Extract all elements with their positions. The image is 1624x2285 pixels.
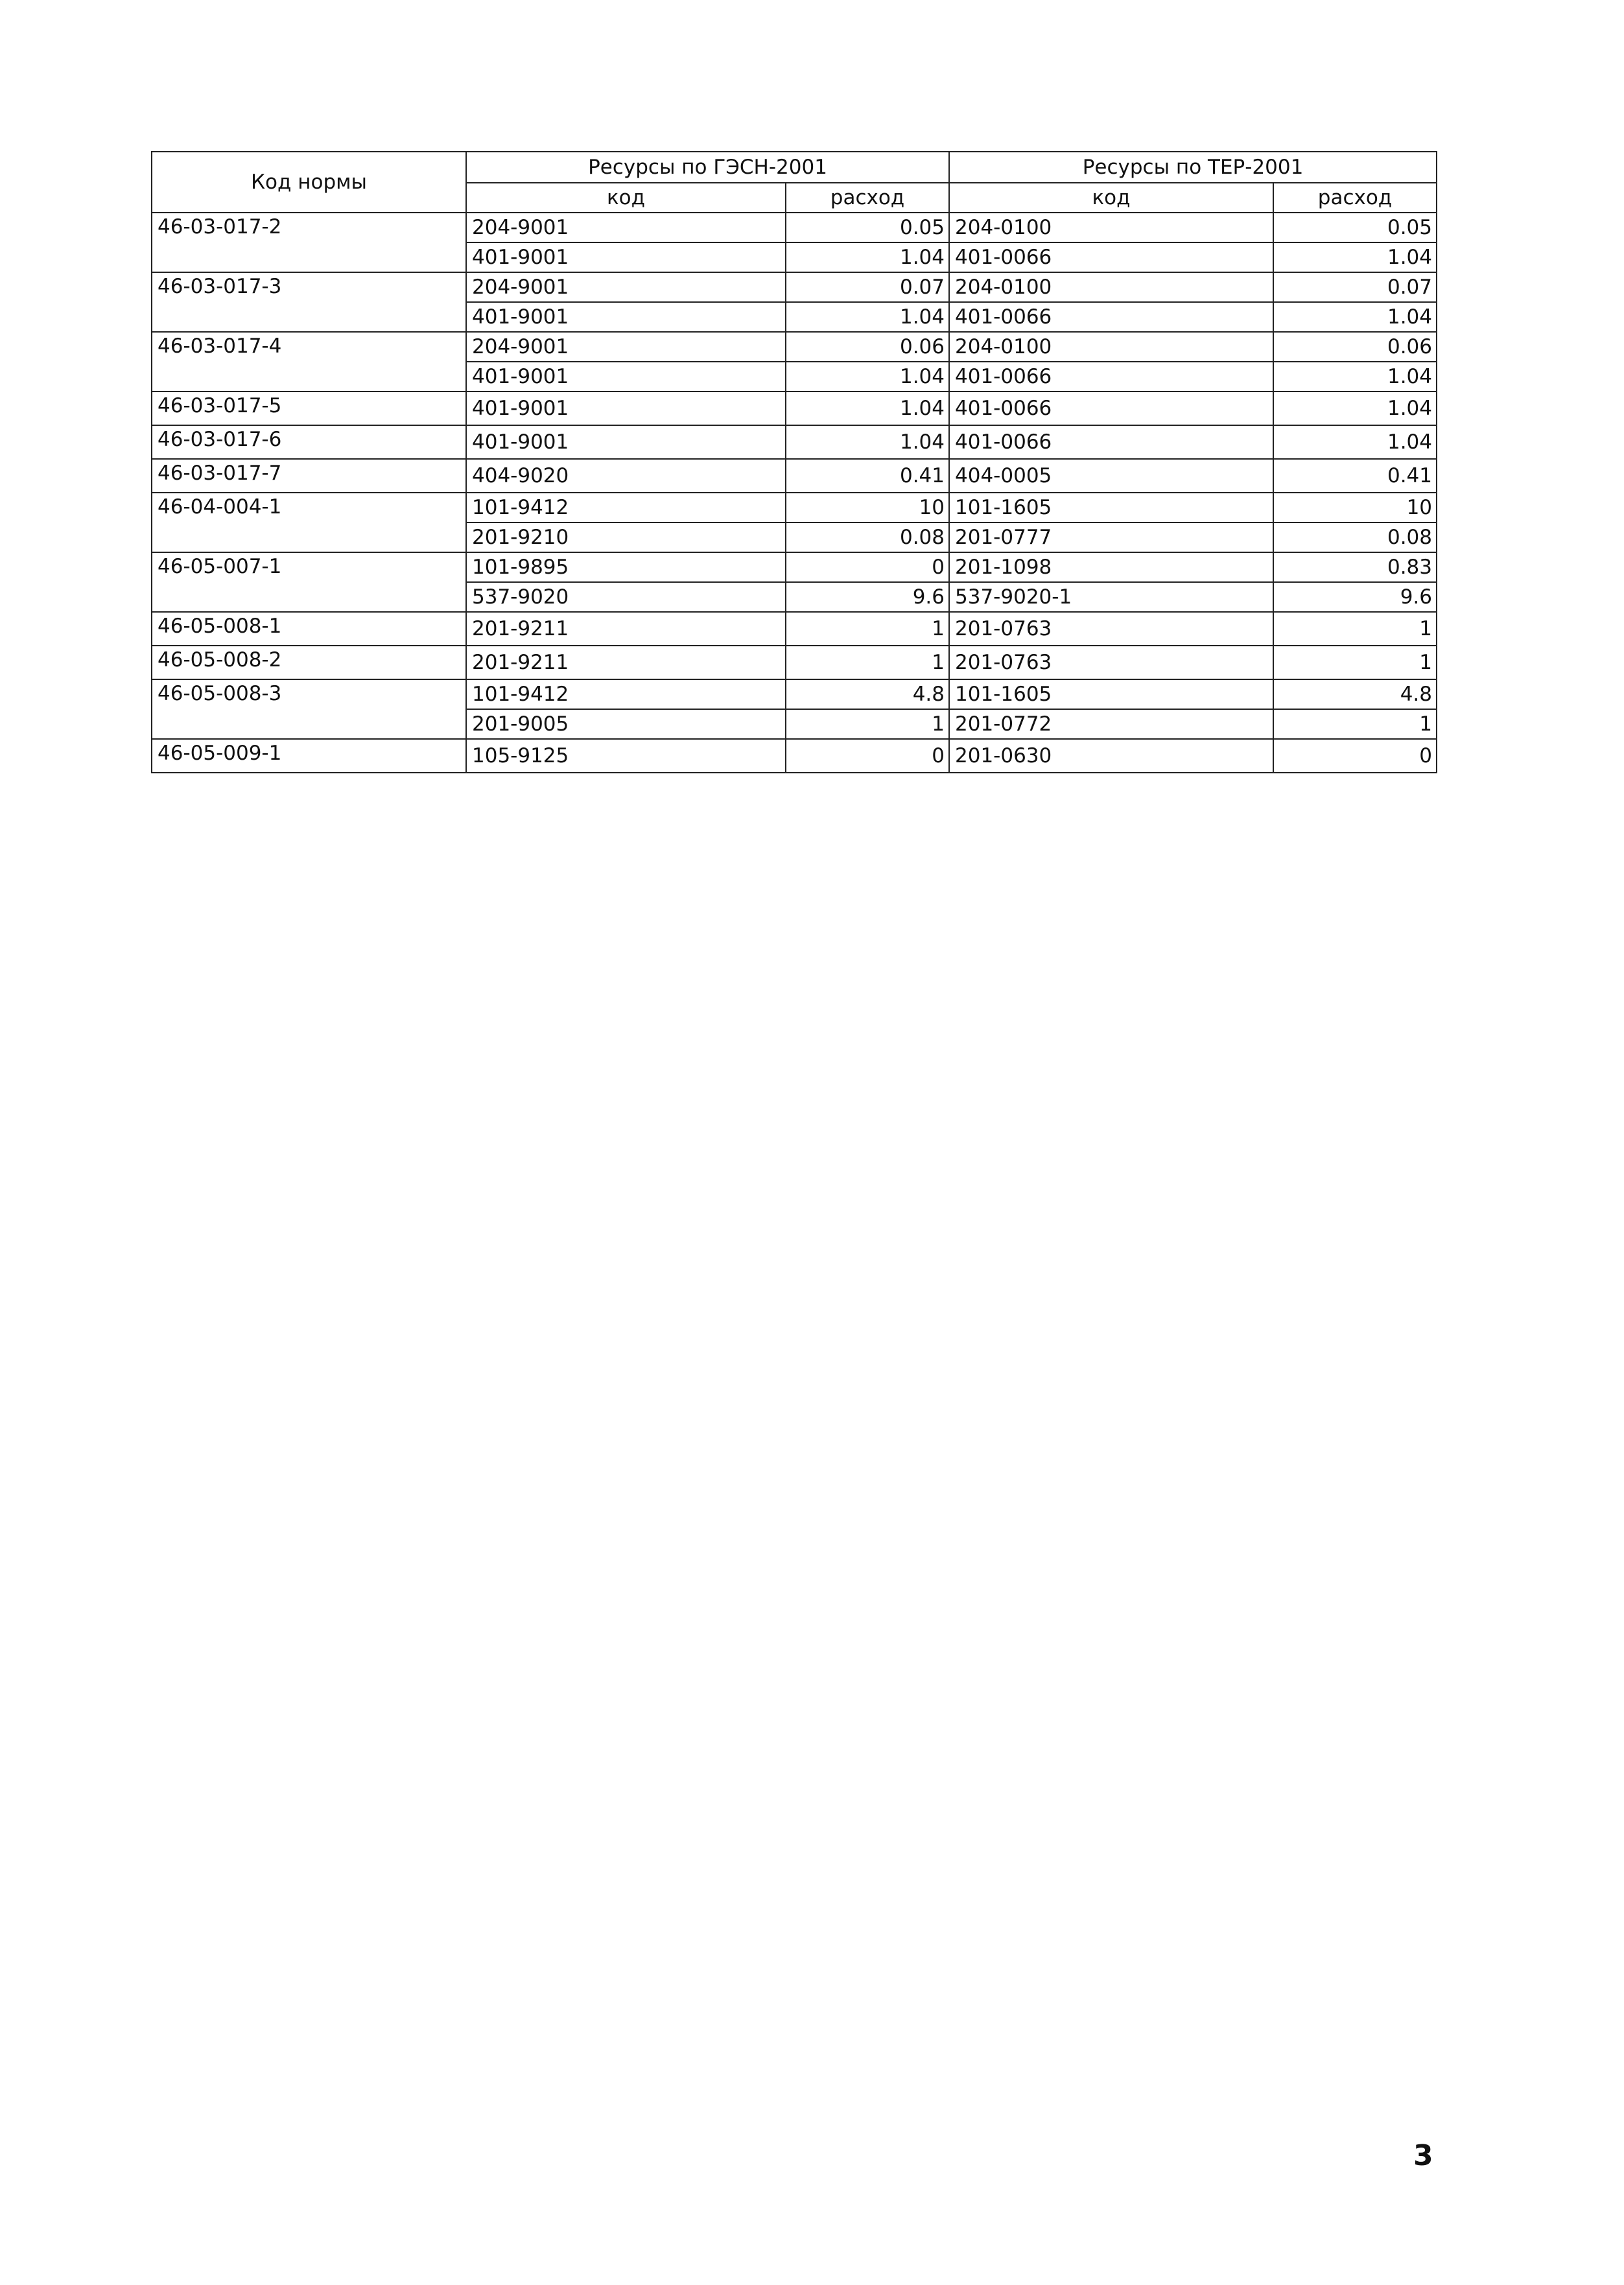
gesn-code-cell: 101-9412 [466, 679, 786, 709]
gesn-consumption-cell: 0.05 [786, 213, 949, 242]
ter-consumption-cell: 1.04 [1273, 362, 1437, 392]
norm-code-cell: 46-03-017-2 [152, 213, 466, 272]
gesn-code-cell: 401-9001 [466, 362, 786, 392]
ter-code-cell: 401-0066 [949, 392, 1273, 425]
table-row [152, 739, 1437, 773]
gesn-consumption-cell: 9.6 [786, 582, 949, 612]
norm-code-cell: 46-05-008-2 [152, 646, 466, 679]
gesn-code-cell: 105-9125 [466, 739, 786, 773]
gesn-code-cell: 201-9211 [466, 612, 786, 646]
gesn-consumption-cell: 0.41 [786, 459, 949, 493]
ter-code-cell: 204-0100 [949, 272, 1273, 302]
table-row [152, 213, 1437, 242]
table-row [152, 332, 1437, 362]
gesn-code-cell: 201-9210 [466, 522, 786, 552]
norm-code-cell: 46-03-017-6 [152, 425, 466, 459]
norm-code-cell: 46-05-009-1 [152, 739, 466, 773]
ter-code-cell: 401-0066 [949, 425, 1273, 459]
gesn-consumption-cell: 1.04 [786, 242, 949, 272]
table-row [152, 679, 1437, 709]
ter-code-cell: 201-0777 [949, 522, 1273, 552]
table-row [152, 646, 1437, 679]
gesn-consumption-cell: 1.04 [786, 302, 949, 332]
table-row [152, 459, 1437, 493]
ter-consumption-cell: 1.04 [1273, 302, 1437, 332]
table-row [152, 493, 1437, 522]
header-ter-code: код [949, 183, 1273, 213]
ter-consumption-cell: 1.04 [1273, 242, 1437, 272]
header-norm-code: Код нормы [152, 152, 466, 213]
table-row [152, 425, 1437, 459]
gesn-code-cell: 204-9001 [466, 332, 786, 362]
ter-consumption-cell: 4.8 [1273, 679, 1437, 709]
header-gesn-code: код [466, 183, 786, 213]
ter-code-cell: 101-1605 [949, 493, 1273, 522]
ter-code-cell: 201-1098 [949, 552, 1273, 582]
header-ter-group: Ресурсы по ТЕР-2001 [949, 152, 1437, 183]
gesn-code-cell: 401-9001 [466, 392, 786, 425]
header-ter-consumption: расход [1273, 183, 1437, 213]
page-number: 3 [1413, 2139, 1433, 2172]
gesn-consumption-cell: 1.04 [786, 362, 949, 392]
resources-table [151, 151, 1437, 773]
ter-code-cell: 401-0066 [949, 242, 1273, 272]
ter-consumption-cell: 0 [1273, 739, 1437, 773]
ter-consumption-cell: 0.83 [1273, 552, 1437, 582]
ter-consumption-cell: 1.04 [1273, 392, 1437, 425]
table-row [152, 612, 1437, 646]
gesn-code-cell: 101-9412 [466, 493, 786, 522]
gesn-consumption-cell: 1 [786, 646, 949, 679]
ter-code-cell: 201-0763 [949, 612, 1273, 646]
ter-consumption-cell: 1.04 [1273, 425, 1437, 459]
ter-consumption-cell: 0.07 [1273, 272, 1437, 302]
ter-consumption-cell: 1 [1273, 612, 1437, 646]
gesn-code-cell: 537-9020 [466, 582, 786, 612]
ter-consumption-cell: 0.41 [1273, 459, 1437, 493]
gesn-consumption-cell: 1 [786, 612, 949, 646]
ter-consumption-cell: 0.06 [1273, 332, 1437, 362]
norm-code-cell: 46-05-007-1 [152, 552, 466, 612]
gesn-consumption-cell: 1.04 [786, 392, 949, 425]
norm-code-cell: 46-04-004-1 [152, 493, 466, 552]
gesn-consumption-cell: 0.06 [786, 332, 949, 362]
norm-code-cell: 46-03-017-4 [152, 332, 466, 392]
ter-consumption-cell: 0.08 [1273, 522, 1437, 552]
ter-consumption-cell: 1 [1273, 646, 1437, 679]
norm-code-cell: 46-05-008-1 [152, 612, 466, 646]
ter-code-cell: 201-0772 [949, 709, 1273, 739]
ter-code-cell: 201-0763 [949, 646, 1273, 679]
norm-code-cell: 46-05-008-3 [152, 679, 466, 739]
table-row [152, 272, 1437, 302]
gesn-consumption-cell: 4.8 [786, 679, 949, 709]
ter-code-cell: 404-0005 [949, 459, 1273, 493]
ter-consumption-cell: 0.05 [1273, 213, 1437, 242]
ter-code-cell: 201-0630 [949, 739, 1273, 773]
gesn-consumption-cell: 0.07 [786, 272, 949, 302]
ter-code-cell: 537-9020-1 [949, 582, 1273, 612]
ter-code-cell: 101-1605 [949, 679, 1273, 709]
gesn-consumption-cell: 10 [786, 493, 949, 522]
gesn-consumption-cell: 1 [786, 709, 949, 739]
ter-consumption-cell: 1 [1273, 709, 1437, 739]
gesn-code-cell: 401-9001 [466, 425, 786, 459]
gesn-code-cell: 201-9005 [466, 709, 786, 739]
header-gesn-consumption: расход [786, 183, 949, 213]
gesn-consumption-cell: 1.04 [786, 425, 949, 459]
gesn-code-cell: 204-9001 [466, 272, 786, 302]
table-row [152, 552, 1437, 582]
gesn-code-cell: 101-9895 [466, 552, 786, 582]
norm-code-cell: 46-03-017-7 [152, 459, 466, 493]
ter-code-cell: 204-0100 [949, 213, 1273, 242]
gesn-consumption-cell: 0 [786, 552, 949, 582]
gesn-code-cell: 404-9020 [466, 459, 786, 493]
table-row [152, 392, 1437, 425]
norm-code-cell: 46-03-017-5 [152, 392, 466, 425]
ter-code-cell: 204-0100 [949, 332, 1273, 362]
gesn-code-cell: 204-9001 [466, 213, 786, 242]
table-body [152, 213, 1437, 773]
header-gesn-group: Ресурсы по ГЭСН-2001 [466, 152, 949, 183]
header-row-groups [152, 152, 1437, 183]
gesn-consumption-cell: 0.08 [786, 522, 949, 552]
ter-consumption-cell: 9.6 [1273, 582, 1437, 612]
ter-code-cell: 401-0066 [949, 302, 1273, 332]
ter-code-cell: 401-0066 [949, 362, 1273, 392]
gesn-consumption-cell: 0 [786, 739, 949, 773]
gesn-code-cell: 401-9001 [466, 242, 786, 272]
gesn-code-cell: 401-9001 [466, 302, 786, 332]
gesn-code-cell: 201-9211 [466, 646, 786, 679]
ter-consumption-cell: 10 [1273, 493, 1437, 522]
norm-code-cell: 46-03-017-3 [152, 272, 466, 332]
